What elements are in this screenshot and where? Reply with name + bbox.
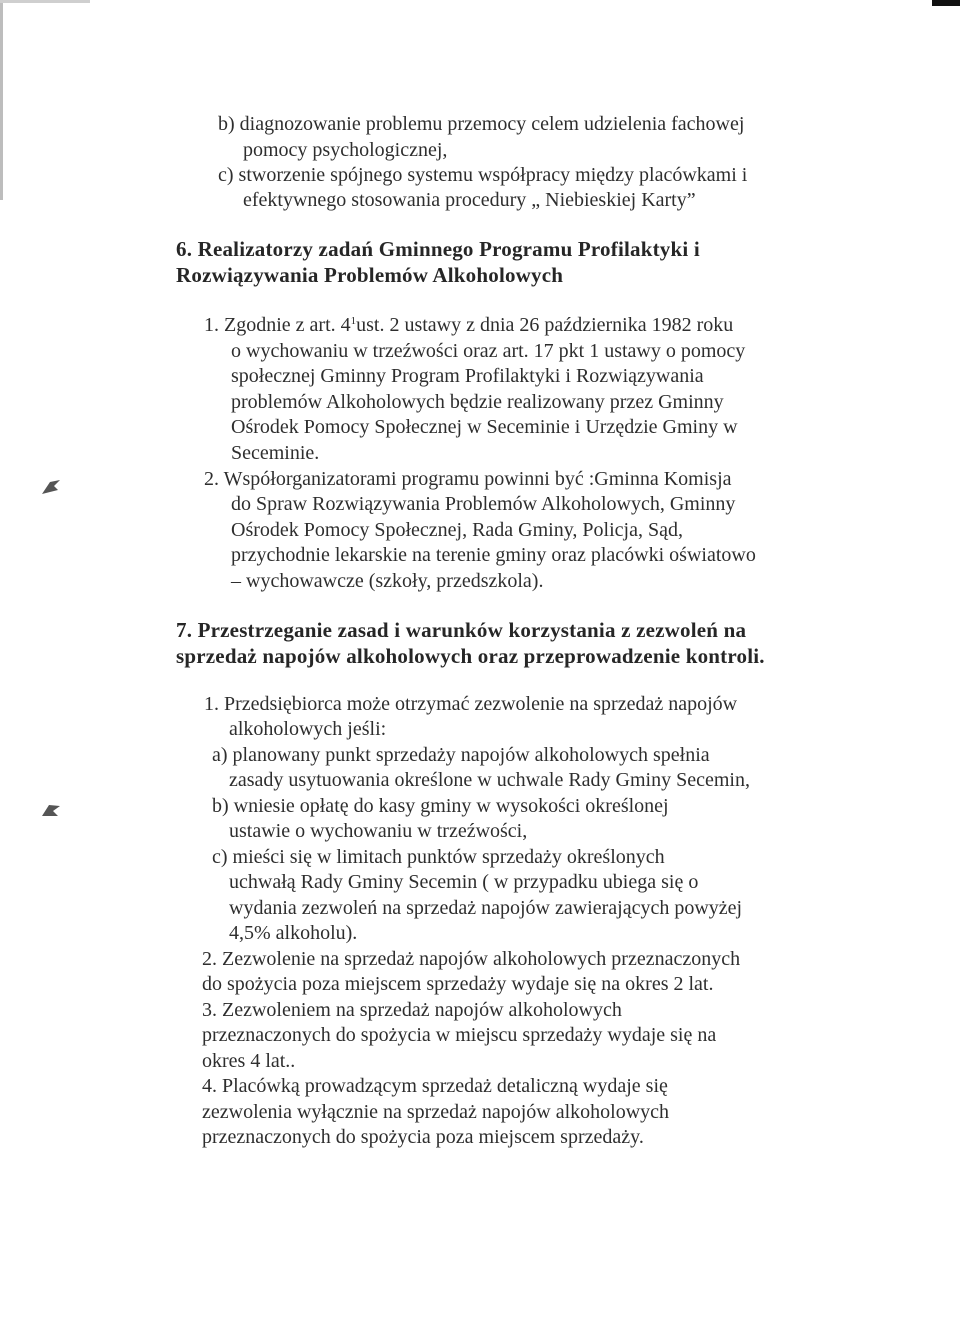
list-item-text: ust. 2 ustawy z dnia 26 października 1982 roku xyxy=(356,314,734,336)
list-item-line: 2. Współorganizatorami programu powinni być :Gminna Komisja xyxy=(204,468,732,490)
list-item-line: zezwolenia wyłącznie na sprzedaż napojów alkoholowych xyxy=(202,1101,670,1123)
scan-speck xyxy=(40,478,62,496)
list-item-line: społecznej Gminny Program Profilaktyki i Rozwiązywania xyxy=(231,365,704,387)
list-item-line: do spożycia poza miejscem sprzedaży wydaje się na okres 2 lat. xyxy=(202,973,714,995)
list-item-line: 2. Zezwolenie na sprzedaż napojów alkoholowych przeznaczonych xyxy=(202,948,741,970)
list-item-line: okres 4 lat.. xyxy=(202,1050,296,1072)
list-item-line: alkoholowych jeśli: xyxy=(229,718,387,740)
list-item-line xyxy=(204,312,733,338)
section-heading-7: 7. Przestrzeganie zasad i warunków korzystania z zezwoleń na xyxy=(176,618,747,642)
list-item-line: Seceminie. xyxy=(231,442,320,464)
list-item-line: b) wniesie opłatę do kasy gminy w wysokości określonej xyxy=(212,795,669,817)
list-item-line: 1. Przedsiębiorca może otrzymać zezwolenie na sprzedaż napojów xyxy=(204,693,738,715)
list-item-line: wydania zezwoleń na sprzedaż napojów zawierających powyżej xyxy=(229,897,743,919)
list-item-line: a) planowany punkt sprzedaży napojów alkoholowych spełnia xyxy=(212,744,710,766)
superscript: 1 xyxy=(350,315,357,327)
list-item-line: 4,5% alkoholu). xyxy=(229,922,358,944)
list-item-line: przeznaczonych do spożycia poza miejscem sprzedaży. xyxy=(202,1126,644,1148)
list-item-line: Ośrodek Pomocy Społecznej, Rada Gminy, Policja, Sąd, xyxy=(231,519,683,541)
list-item-line: c) mieści się w limitach punktów sprzedaży określonych xyxy=(212,846,665,868)
scan-speck xyxy=(40,802,62,820)
paragraph-line: pomocy psychologicznej, xyxy=(243,139,448,161)
list-item-line: przeznaczonych do spożycia w miejscu sprzedaży wydaje się na xyxy=(202,1024,717,1046)
list-item-line: problemów Alkoholowych będzie realizowany przez Gminny xyxy=(231,391,724,413)
section-heading-6: 6. Realizatorzy zadań Gminnego Programu Profilaktyki i xyxy=(176,237,700,261)
paragraph-line: efektywnego stosowania procedury „ Niebieskiej Karty” xyxy=(243,189,696,211)
list-item-text: 1. Zgodnie z art. 4 xyxy=(204,314,351,336)
paragraph-line: b) diagnozowanie problemu przemocy celem udzielenia fachowej xyxy=(218,113,745,135)
scan-edge-left xyxy=(0,0,3,200)
scan-edge-top xyxy=(0,0,90,3)
list-item-line: zasady usytuowania określone w uchwale Rady Gminy Secemin, xyxy=(229,769,750,791)
list-item-line: przychodnie lekarskie na terenie gminy oraz placówki oświatowo xyxy=(231,544,756,566)
section-heading-6: Rozwiązywania Problemów Alkoholowych xyxy=(176,263,564,287)
paragraph-line: c) stworzenie spójnego systemu współpracy między placówkami i xyxy=(218,164,748,186)
list-item-line: Ośrodek Pomocy Społecznej w Seceminie i Urzędzie Gminy w xyxy=(231,416,738,438)
list-item-line: o wychowaniu w trzeźwości oraz art. 17 pkt 1 ustawy o pomocy xyxy=(231,340,746,362)
list-item-line: 4. Placówką prowadzącym sprzedaż detaliczną wydaje się xyxy=(202,1075,668,1097)
list-item-line: ustawie o wychowaniu w trzeźwości, xyxy=(229,820,528,842)
scan-corner-mark xyxy=(932,0,960,6)
list-item-line: uchwałą Rady Gminy Secemin ( w przypadku ubiega się o xyxy=(229,871,699,893)
list-item-line: do Spraw Rozwiązywania Problemów Alkoholowych, Gminny xyxy=(231,493,736,515)
list-item-line: – wychowawcze (szkoły, przedszkola). xyxy=(231,570,544,592)
section-heading-7: sprzedaż napojów alkoholowych oraz przeprowadzenie kontroli. xyxy=(176,644,765,668)
list-item-line: 3. Zezwoleniem na sprzedaż napojów alkoholowych xyxy=(202,999,622,1021)
